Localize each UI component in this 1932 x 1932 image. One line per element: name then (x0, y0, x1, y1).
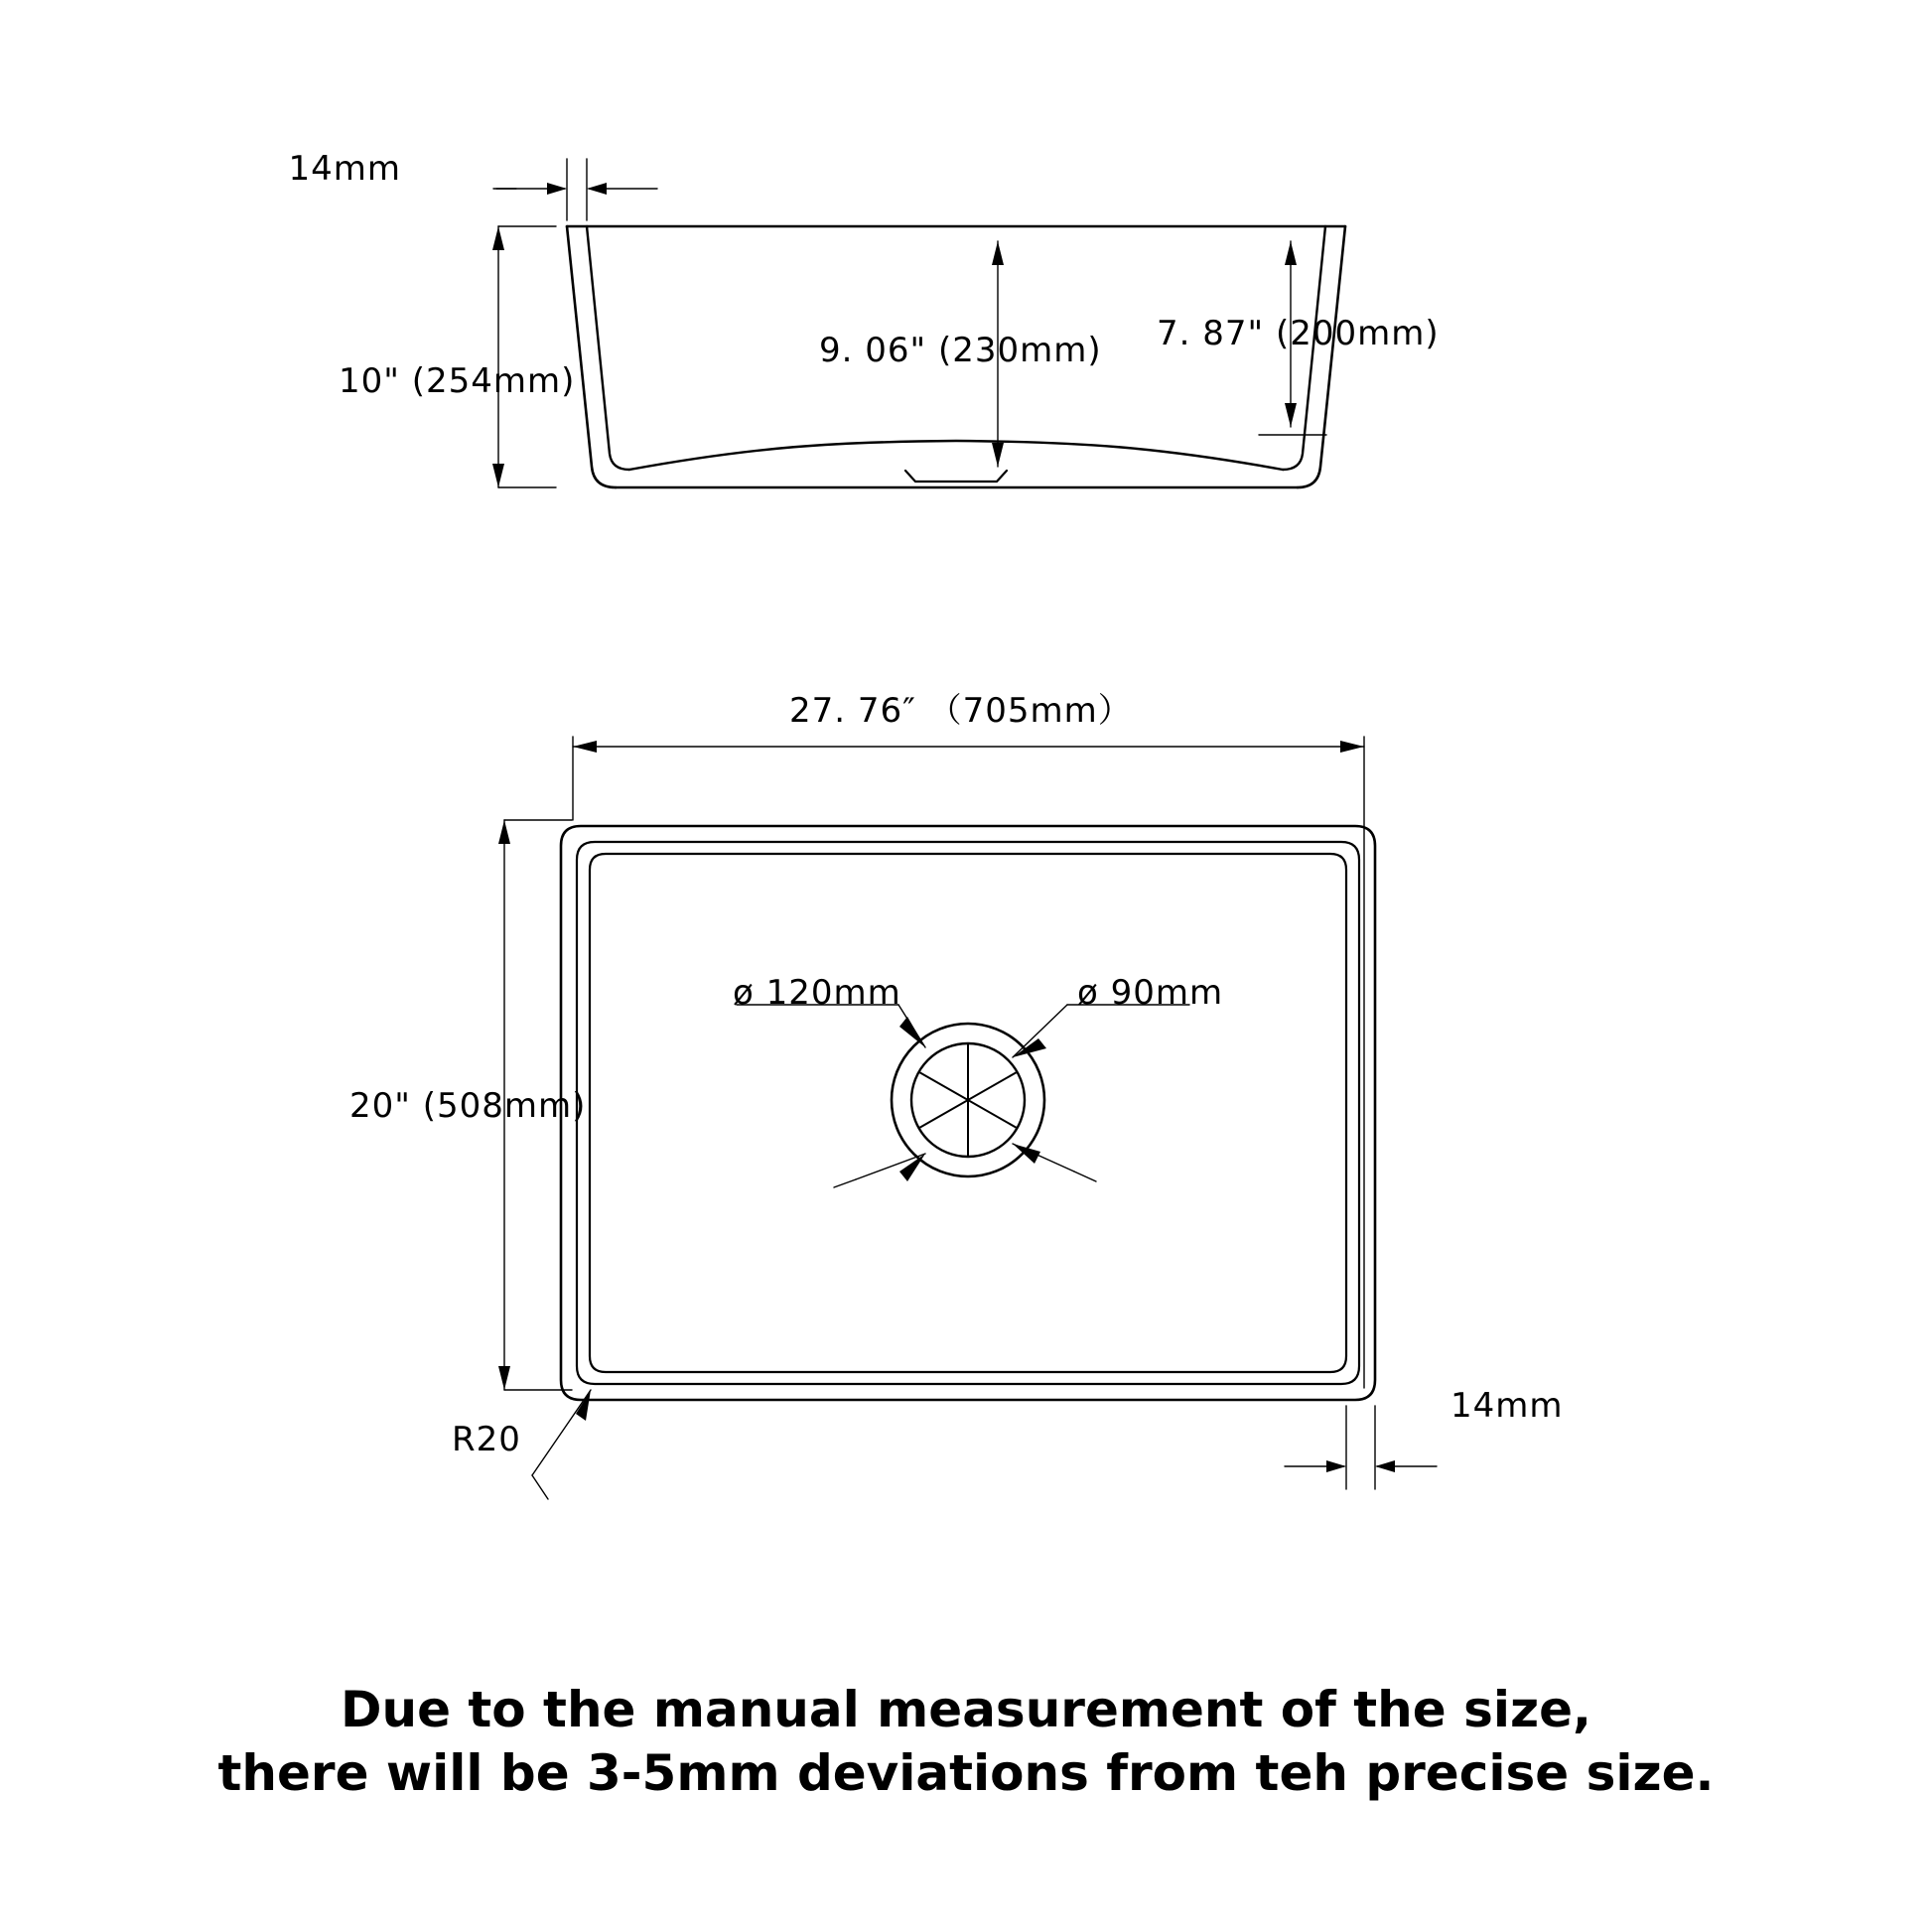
dim-corner-radius (532, 1390, 591, 1499)
dim-label-drain-outer-diameter: ø 120mm (733, 973, 901, 1013)
dim-drain-outer-diameter (737, 1005, 925, 1187)
dim-overall-height (492, 226, 556, 487)
dim-wall-thickness-right (1285, 1406, 1437, 1489)
dim-label-corner-radius: R20 (452, 1420, 521, 1459)
measurement-note-line-2: there will be 3-5mm deviations from teh precise size. (217, 1744, 1715, 1802)
dim-drain-inner-diameter (1013, 1005, 1189, 1181)
measurement-note-line-1: Due to the manual measurement of the size, (340, 1681, 1592, 1738)
dim-label-wall-thickness-top: 14mm (288, 149, 401, 189)
dim-label-overall-height: 10" (254mm) (339, 361, 576, 401)
dim-label-wall-thickness-right: 14mm (1450, 1386, 1564, 1426)
dim-label-drain-inner-diameter: ø 90mm (1077, 973, 1224, 1013)
dim-label-interior-depth-side: 7. 87" (200mm) (1157, 314, 1440, 353)
dim-label-overall-width: 27. 76″ （705mm） (789, 691, 1133, 731)
drain-detail (892, 1024, 1044, 1176)
dim-label-interior-depth-center: 9. 06" (230mm) (819, 331, 1102, 370)
dim-wall-thickness-top (493, 159, 657, 220)
dim-label-overall-depth: 20" (508mm) (349, 1086, 587, 1126)
